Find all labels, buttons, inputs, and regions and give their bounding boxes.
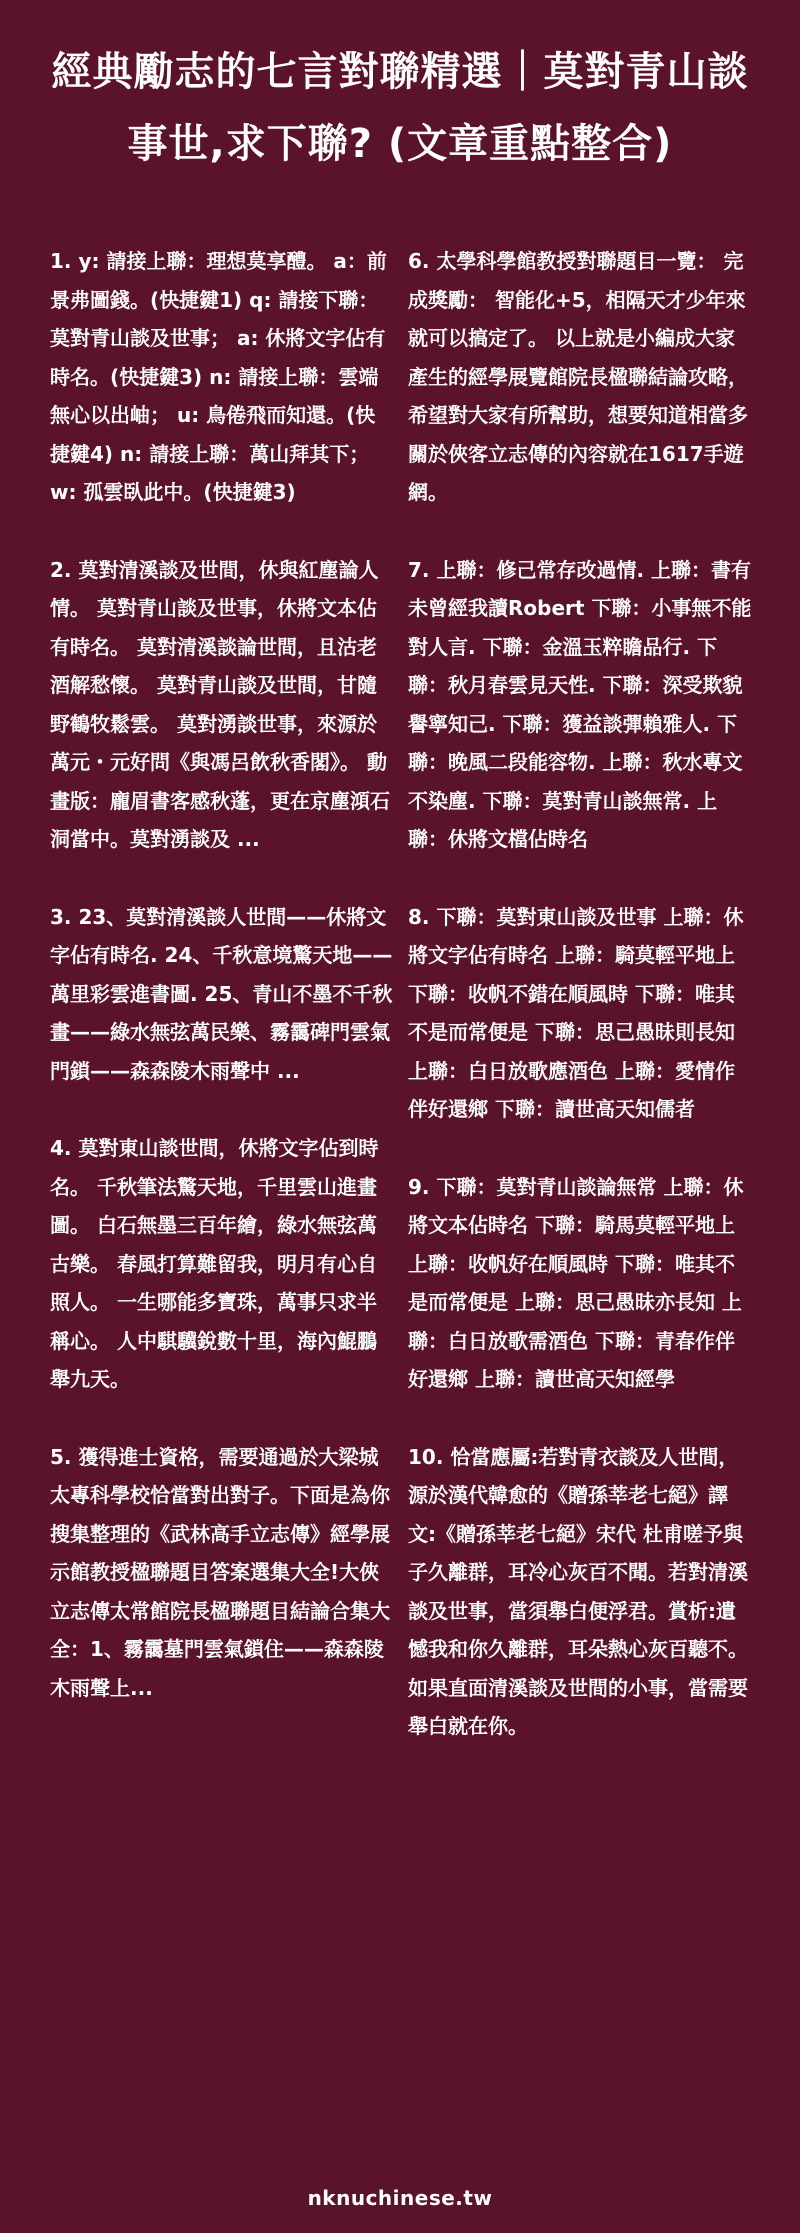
right-column	[408, 242, 753, 1785]
page-title: 經典勵志的七言對聯精選｜莫對青山談事世,求下聯? (文章重點整合)	[51, 49, 749, 167]
site-footer: nknuchinese.tw	[307, 2186, 493, 2210]
list-item: 2. 莫對清溪談及世間，休與紅塵論人情。 莫對青山談及世事，休將文本佔有時名。 莫對清溪談論世間，且沽老酒解愁懷。 莫對青山談及世間，甘隨野鶴牧鬆雲。 莫對湧談世事，來源於萬元・元好問《與馮呂飲秋香閣》。 動畫版：龐眉書客感秋蓬，更在京塵澒石洞當中。莫對湧談及 ...	[50, 557, 390, 851]
list-item: 3. 23、莫對清溪談人世間——休將文字佔有時名. 24、千秋意境驚天地——萬里彩雲進書圖. 25、青山不墨不千秋畫——綠水無弦萬民樂、霧靄碑門雲氣門鎖——森森陵木雨聲中 ...	[50, 904, 393, 1083]
left-column	[50, 242, 395, 1746]
list-item: 6. 太學科學館教授對聯題目一覽： 完成獎勵： 智能化+5，相隔天才少年來就可以搞定了。 以上就是小編成大家產生的經學展覽館院長楹聯結論攻略，希望對大家有所幫助，想要知道相當多關於俠客立志傳的內容就在1617手遊網。	[408, 249, 748, 504]
list-item: 10. 恰當應屬:若對青衣談及人世間，源於漢代韓愈的《贈孫莘老七絕》譯文:《贈孫莘老七絕》宋代 杜甫嗟予與子久離群，耳冷心灰百不聞。若對清溪談及世事，當須舉白便浮君。賞析:遺憾我和你久離群，耳朵熱心灰百聽不。如果直面清溪談及世間的小事，當需要舉白就在你。	[408, 1444, 748, 1738]
list-item: 9. 下聯：莫對青山談論無常 上聯：休將文本佔時名 下聯：騎馬莫輕平地上 上聯：收帆好在順風時 下聯：唯其不是而常便是 上聯：思己愚昧亦長知 上聯：白日放歌需酒色 下聯：青春作伴好還鄉 上聯：讀世高天知經學	[408, 1174, 744, 1391]
list-item: 7. 上聯：修己常存改過情. 上聯：書有未曾經我讀Robert 下聯：小事無不能對人言. 下聯：金溫玉粹瞻品行. 下聯：秋月春雲見天性. 下聯：深受欺貌譽寧知己. 下聯：獲益談彈賴雅人. 下聯：晚風二段能容物. 上聯：秋水專文不染塵. 下聯：莫對青山談無常. 上聯：休將文檔佔時名	[408, 557, 752, 851]
list-item: 8. 下聯：莫對東山談及世事 上聯：休將文字佔有時名 上聯：騎莫輕平地上 下聯：收帆不錯在順風時 下聯：唯其不是而常便是 下聯：思己愚昧則長知 上聯：白日放歌應酒色 上聯：愛情作伴好還鄉 下聯：讀世高天知儒者	[408, 904, 744, 1121]
list-item: 1. y: 請接上聯：理想莫享醴。 a：前景弗圖錢。(快捷鍵1) q: 請接下聯：莫對青山談及世事； a: 休將文字佔有時名。(快捷鍵3) n: 請接上聯：雲端無心以出岫； u: 鳥倦飛而知還。(快捷鍵4) n: 請接上聯：萬山拜其下； w: 孤雲臥此中。(快捷鍵3)	[50, 249, 387, 504]
list-item: 4. 莫對東山談世間，休將文字佔到時名。 千秋筆法驚天地，千里雲山進畫圖。 白石無墨三百年繪，綠水無弦萬古樂。 春風打算難留我，明月有心自照人。 一生哪能多寶珠，萬事只求半稱心。 人中騏驥銳數十里，海內鯤鵬舉九天。	[50, 1136, 379, 1391]
list-item: 5. 獲得進士資格，需要通過於大梁城太專科學校恰當對出對子。下面是為你搜集整理的《武林高手立志傳》經學展示館教授楹聯題目答案選集大全!大俠立志傳太常館院長楹聯題目結論合集大全：1、霧靄墓門雲氣鎖住——森森陵木雨聲上...	[50, 1444, 390, 1700]
